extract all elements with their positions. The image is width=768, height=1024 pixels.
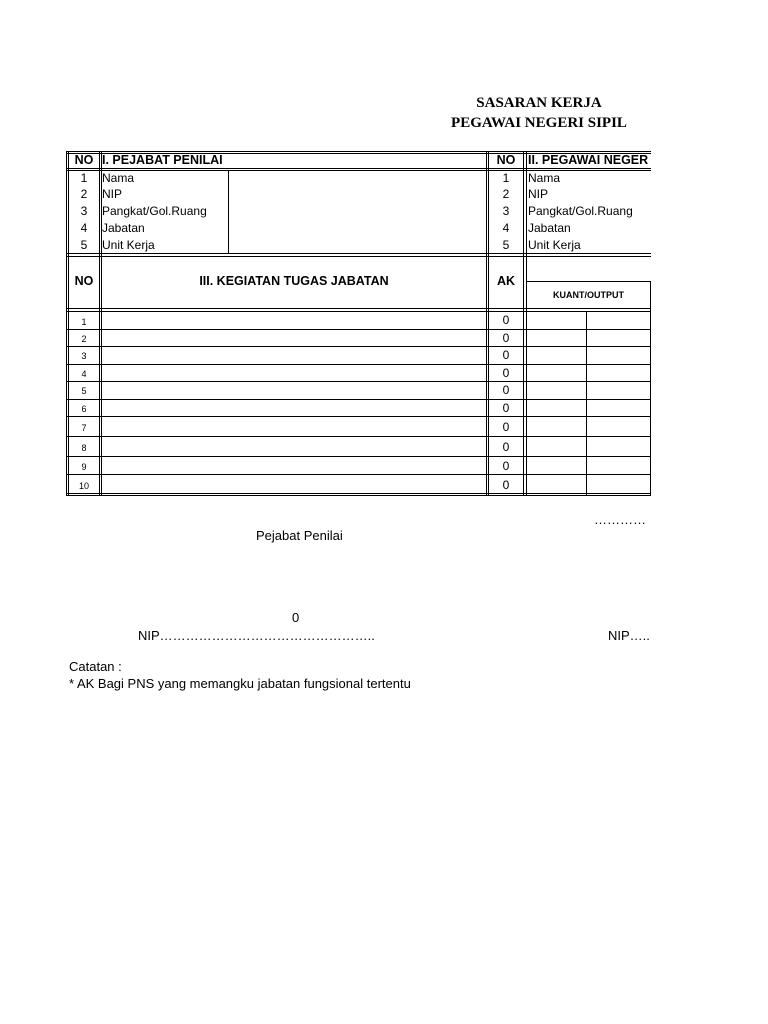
section1-field-no: 5: [80, 238, 88, 252]
section3-kuant-header: KUANT/OUTPUT: [553, 290, 624, 300]
title-line1: SASARAN KERJA: [476, 95, 602, 111]
section1-no-header: NO: [74, 153, 94, 167]
table-row-no: 4: [81, 369, 87, 379]
section1-field-label: Jabatan: [102, 221, 145, 235]
table-row-ak: 0: [502, 313, 510, 327]
table-row-no: 7: [81, 423, 87, 433]
section1-field-no: 2: [80, 187, 88, 201]
table-row-no: 10: [78, 481, 89, 491]
section2-field-no: 5: [502, 238, 510, 252]
pejabat-penilai-nip: NIP…………………………………………..: [138, 628, 375, 643]
section2-field-label: Pangkat/Gol.Ruang: [528, 204, 633, 218]
section1-field-label: Unit Kerja: [102, 238, 155, 252]
section1-field-no: 1: [80, 171, 88, 185]
notes-line1: * AK Bagi PNS yang memangku jabatan fungsional tertentu: [69, 676, 411, 691]
table-row-no: 1: [81, 317, 87, 327]
section2-field-label: Unit Kerja: [528, 238, 581, 252]
section1-field-label: NIP: [102, 187, 123, 201]
table-row-no: 8: [81, 443, 87, 453]
table-row-ak: 0: [502, 366, 510, 380]
section1-field-no: 3: [80, 204, 88, 218]
section2-title: II. PEGAWAI NEGER: [528, 153, 649, 167]
section1-field-label: Pangkat/Gol.Ruang: [102, 204, 207, 218]
table-row-no: 2: [81, 334, 87, 344]
table-row-ak: 0: [502, 383, 510, 397]
document-title: [0, 95, 768, 135]
section2-field-no: 4: [502, 221, 510, 235]
pejabat-penilai-name: 0: [292, 610, 300, 625]
table-row-ak: 0: [502, 440, 510, 454]
table-row-ak: 0: [502, 348, 510, 362]
section1-title: I. PEJABAT PENILAI: [102, 153, 223, 167]
section1-field-label: Nama: [102, 171, 135, 185]
title-line2: PEGAWAI NEGERI SIPIL: [451, 115, 627, 131]
table-row-no: 3: [81, 351, 87, 361]
table-row-ak: 0: [502, 331, 510, 345]
notes-label: Catatan :: [69, 659, 122, 674]
section3-ak-header: AK: [496, 274, 516, 288]
table-row-no: 5: [81, 386, 87, 396]
section3-no-header: NO: [74, 274, 94, 288]
section2-field-no: 3: [502, 204, 510, 218]
pegawai-nip: NIP…..: [608, 628, 650, 643]
pejabat-penilai-label: Pejabat Penilai: [256, 528, 343, 543]
table-row-no: 6: [81, 404, 87, 414]
section2-field-label: NIP: [528, 187, 549, 201]
table-row-ak: 0: [502, 459, 510, 473]
section2-no-header: NO: [496, 153, 516, 167]
section2-field-no: 2: [502, 187, 510, 201]
table-row-no: 9: [81, 462, 87, 472]
table-row-ak: 0: [502, 420, 510, 434]
section3-title: III. KEGIATAN TUGAS JABATAN: [199, 274, 389, 288]
table-row-ak: 0: [502, 478, 510, 492]
section2-field-label: Nama: [528, 171, 561, 185]
table-row-ak: 0: [502, 401, 510, 415]
section2-field-label: Jabatan: [528, 221, 571, 235]
section2-field-no: 1: [502, 171, 510, 185]
section1-field-no: 4: [80, 221, 88, 235]
date-dots: …………: [594, 512, 646, 527]
